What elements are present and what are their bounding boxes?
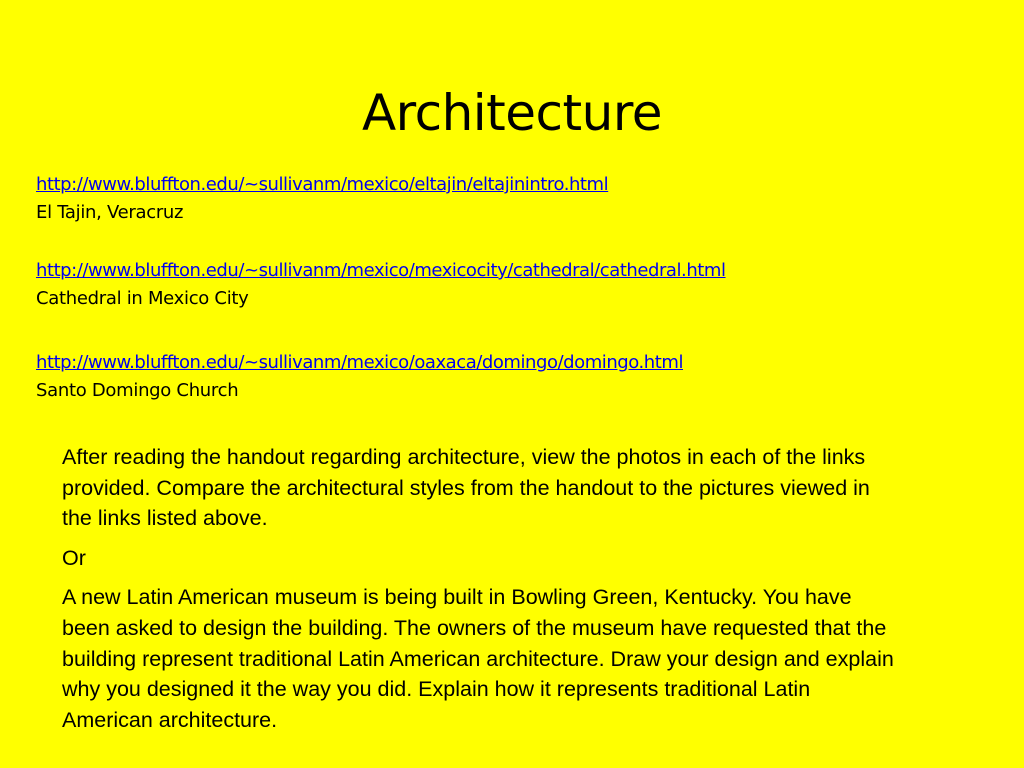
link-block-cathedral [36, 257, 726, 313]
link-cathedral[interactable]: http://www.bluffton.edu/~sullivanm/mexico/mexicocity/cathedral/cathedral.html [36, 260, 726, 281]
paragraph-compare: After reading the handout regarding architecture, view the photos in each of the links provided. Compare the architectural styles from the handout to the pictures viewed in the links listed above. [62, 445, 870, 531]
link-block-el-tajin [36, 171, 608, 227]
caption-el-tajin: El Tajin, Veracruz [36, 202, 184, 223]
paragraph-or: Or [62, 545, 86, 570]
instructions-text [62, 442, 902, 744]
caption-santo-domingo: Santo Domingo Church [36, 380, 239, 401]
caption-cathedral: Cathedral in Mexico City [36, 288, 249, 309]
slide-title: Architecture [361, 84, 663, 142]
link-el-tajin[interactable]: http://www.bluffton.edu/~sullivanm/mexico/eltajin/eltajinintro.html [36, 174, 609, 195]
paragraph-museum: A new Latin American museum is being built in Bowling Green, Kentucky. You have been asked to design the building. The owners of the museum have requested that the building represent traditional Latin American architecture. Draw your design and explain why you designed it the way you did. Explain how it represents traditional Latin American architecture. [62, 585, 894, 732]
link-block-santo-domingo [36, 349, 683, 405]
link-santo-domingo[interactable]: http://www.bluffton.edu/~sullivanm/mexico/oaxaca/domingo/domingo.html [36, 352, 683, 373]
